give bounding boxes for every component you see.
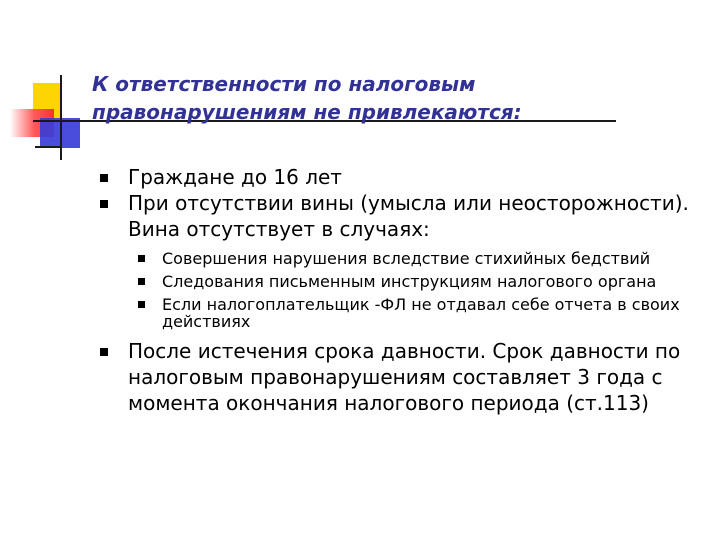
square-bullet-icon xyxy=(138,255,145,262)
square-bullet-icon xyxy=(138,301,145,308)
list-item-text: После истечения срока давности. Срок давности по налоговым правонарушениям составляет 3 года с момента окончания налогового периода (ст.113) xyxy=(128,339,681,415)
square-bullet-icon xyxy=(138,278,145,285)
list-item-text: При отсутствии вины (умысла или неосторожности). Вина отсутствует в случаях: xyxy=(128,191,689,241)
square-bullet-icon xyxy=(100,174,108,182)
sub-list-item xyxy=(100,250,700,267)
decorative-short-line xyxy=(35,146,61,148)
square-bullet-icon xyxy=(100,348,108,356)
sub-list-item-text: Совершения нарушения вследствие стихийных бедствий xyxy=(162,249,651,268)
list-item-text: Граждане до 16 лет xyxy=(128,165,342,189)
sub-list-item-text: Следования письменным инструкциям налогового органа xyxy=(162,272,657,291)
list-item xyxy=(100,190,700,242)
list-item xyxy=(100,338,700,416)
sub-list-item xyxy=(100,273,700,290)
sub-list-item-text: Если налогоплательщик -ФЛ не отдавал себе отчета в своих действиях xyxy=(162,295,680,331)
sub-bullet-list xyxy=(100,250,700,330)
bullet-list xyxy=(100,164,700,416)
square-bullet-icon xyxy=(100,200,108,208)
title-line-1: К ответственности по налоговым xyxy=(92,72,476,96)
title-line-2: правонарушениям не привлекаются: xyxy=(92,100,522,124)
sub-list-item xyxy=(100,296,700,330)
slide-title xyxy=(92,70,522,126)
list-item xyxy=(100,164,700,190)
